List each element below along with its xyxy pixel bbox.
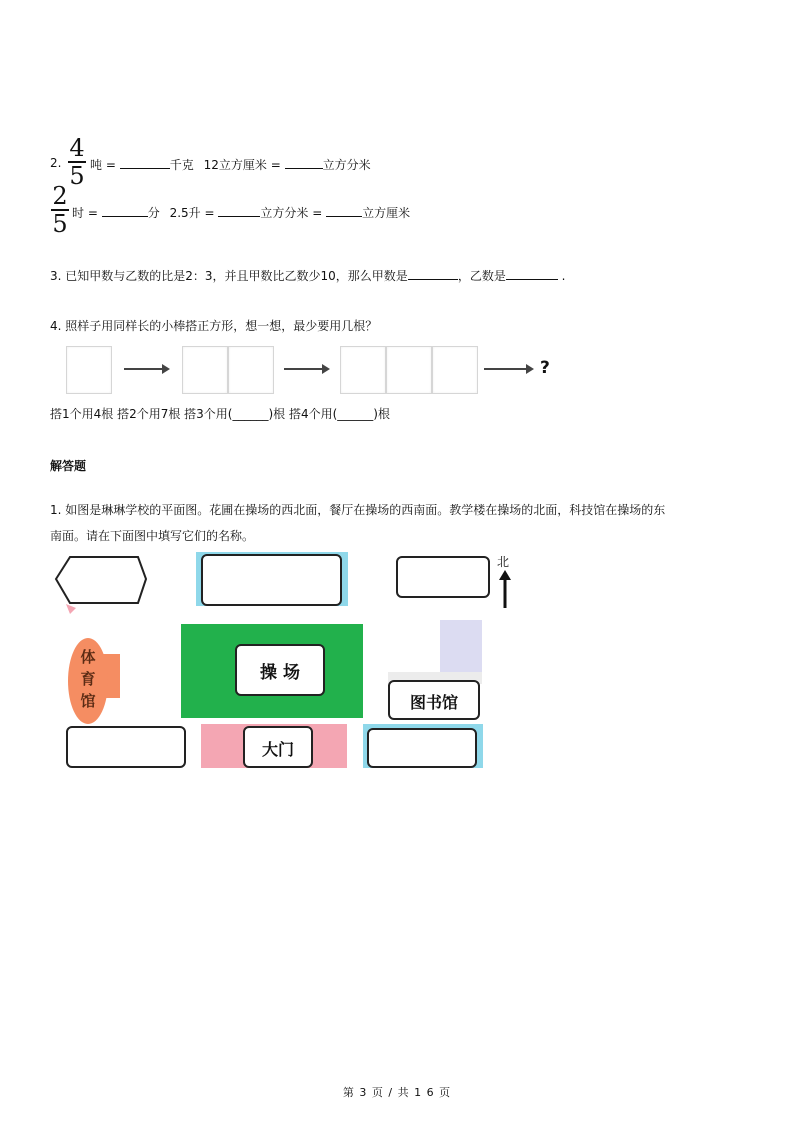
equals-sign: = <box>312 206 323 220</box>
arrow-right-icon <box>124 368 168 370</box>
gym-label <box>74 646 102 712</box>
stick-square <box>340 346 386 394</box>
answer-blank-minute[interactable] <box>102 203 148 217</box>
unit-kilogram: 千克 <box>169 158 194 172</box>
stick-square <box>432 346 478 394</box>
unit-cubic-cm: 立方厘米 <box>362 206 411 220</box>
answer-box-north[interactable] <box>201 554 342 606</box>
gym-char: 体 <box>80 648 96 666</box>
answer-blank-cubic-cm[interactable] <box>326 203 362 217</box>
stick-square <box>386 346 432 394</box>
playground-label: 操 场 <box>260 663 300 683</box>
gate-label: 大门 <box>261 740 294 759</box>
value-12-cubic-cm: 12立方厘米 <box>203 158 267 172</box>
fraction-two-fifths <box>51 184 69 236</box>
north-arrow-icon <box>498 570 512 610</box>
equals-sign: = <box>87 206 98 220</box>
section-title: 解答题 <box>50 459 87 473</box>
value-2-5-liter: 2.5升 <box>169 206 201 220</box>
s1-line2: 南面。请在下面图中填写它们的名称。 <box>50 529 255 543</box>
gym-char: 育 <box>80 670 96 688</box>
q2-row2 <box>72 203 410 221</box>
library-label: 图书馆 <box>409 693 458 712</box>
answer-box-southeast[interactable] <box>367 728 477 768</box>
s1-line1: 1. 如图是琳琳学校的平面图。花圃在操场的西北面，餐厅在操场的西南面。教学楼在操场的北面，科技馆在操场的东 <box>50 503 666 517</box>
hexagon-answer-box[interactable] <box>54 552 150 616</box>
unit-minute: 分 <box>147 206 160 220</box>
stick-square <box>66 346 112 394</box>
unit-cubic-dm-2: 立方分米 <box>260 206 309 220</box>
q4-title: 4. 照样子用同样长的小棒搭正方形，想一想，最少要用几根？ <box>50 319 378 333</box>
equals-sign: = <box>270 158 281 172</box>
gym-char: 馆 <box>80 692 96 710</box>
fraction-denominator: 5 <box>69 162 85 190</box>
equals-sign: = <box>105 158 116 172</box>
fraction-numerator: 2 <box>52 182 68 210</box>
answer-blank-kilogram[interactable] <box>120 155 170 169</box>
q3-text-b: ，乙数是 <box>457 269 506 283</box>
fraction-numerator: 4 <box>69 134 85 162</box>
equals-sign: = <box>204 206 215 220</box>
unit-cubic-dm: 立方分米 <box>322 158 371 172</box>
q2-number: 2. <box>50 156 62 170</box>
q4-caption: 搭1个用4根 搭2个用7根 搭3个用(______)根 搭4个用(______)根 <box>50 407 390 421</box>
fraction-four-fifths <box>68 136 86 188</box>
answer-box-northeast[interactable] <box>396 556 490 598</box>
north-label: 北 <box>497 555 510 569</box>
q3-text-c: . <box>561 269 566 283</box>
stick-square <box>228 346 274 394</box>
fraction-denominator: 5 <box>52 210 68 238</box>
question-mark: ? <box>540 358 550 378</box>
page-footer: 第 3 页 / 共 1 6 页 <box>342 1086 452 1099</box>
answer-blank-cubic-dm[interactable] <box>285 155 323 169</box>
q3-line <box>50 266 565 284</box>
answer-blank-cubic-dm-2[interactable] <box>218 203 260 217</box>
unit-ton: 吨 <box>90 158 103 172</box>
answer-box-southwest[interactable] <box>66 726 186 768</box>
arrow-right-icon <box>284 368 328 370</box>
answer-blank-yi[interactable] <box>506 266 558 280</box>
answer-blank-jia[interactable] <box>408 266 458 280</box>
q3-text-a: 3. 已知甲数与乙数的比是2：3，并且甲数比乙数少10，那么甲数是 <box>50 269 408 283</box>
q2-row1 <box>90 155 371 173</box>
arrow-right-icon <box>484 368 532 370</box>
stick-square <box>182 346 228 394</box>
unit-hour: 时 <box>72 206 85 220</box>
